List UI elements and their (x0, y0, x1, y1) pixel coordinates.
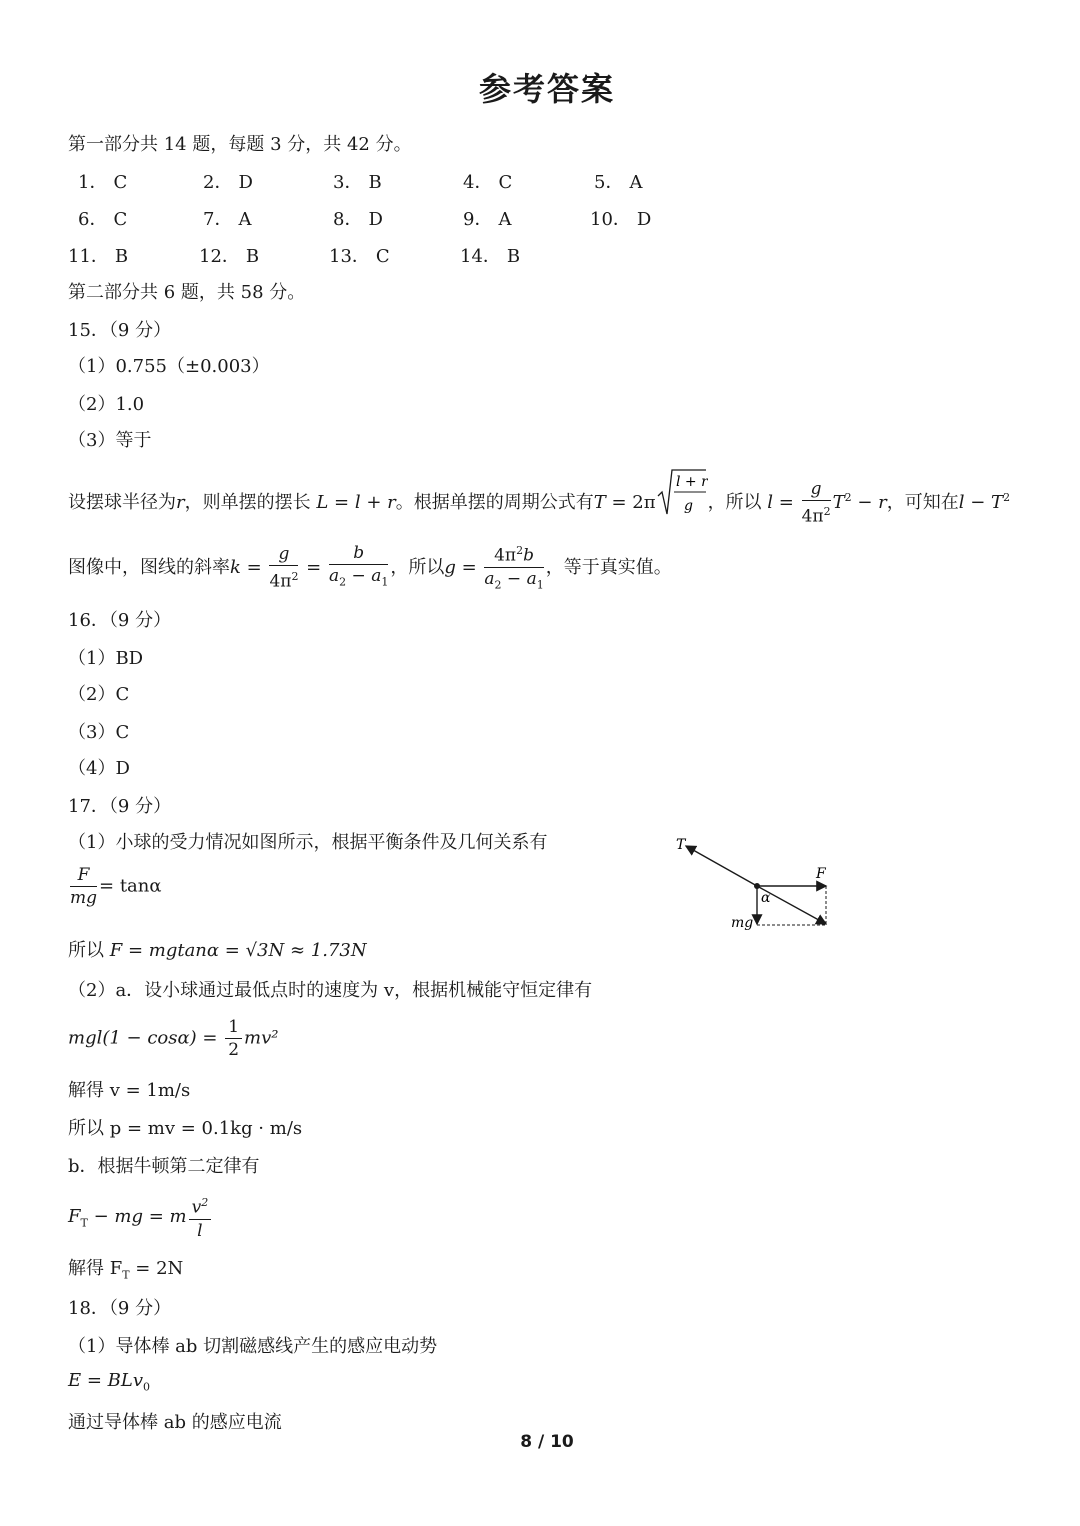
mc-answer (594, 168, 642, 194)
q15-explanation-line1: 设摆球半径为r，则单摆的摆长 L = l + r。根据单摆的周期公式有T = 2π l + r g ，所以 l = $\frac{g}{4\pi^2}$ $T^2 - r$，可知在$l - T^2$ (68, 466, 1010, 540)
mc-answer (78, 205, 127, 231)
mc-answer-choice: B (368, 172, 382, 193)
mc-answer (203, 168, 253, 194)
mc-answer (199, 242, 259, 268)
q16-answer-3: （3）C (68, 722, 130, 743)
mc-answer-choice: C (498, 172, 513, 193)
q18-header: 18．（9 分） (68, 1298, 172, 1319)
mc-answer-choice: D (636, 209, 652, 230)
mc-answer (460, 242, 520, 268)
q18-current-text: 通过导体棒 ab 的感应电流 (68, 1412, 282, 1433)
q17-momentum: 所以 p = mv = 0.1kg · m/s (68, 1118, 303, 1139)
q17-solve-v: 解得 v = 1m/s (68, 1080, 191, 1101)
label-F: F (816, 866, 826, 882)
mc-answer (329, 242, 390, 268)
svg-text:g: g (683, 498, 693, 514)
part2-header: 第二部分共 6 题，共 58 分。 (68, 282, 306, 303)
q18-emf-equation: E = BLv$_0$ (68, 1370, 151, 1394)
q15-answer-3: （3）等于 (68, 430, 152, 451)
mc-answer-choice: B (114, 246, 129, 267)
q17-header: 17．（9 分） (68, 796, 172, 817)
mc-answer-number: 13． (329, 246, 370, 267)
q15-answer-1: （1）0.755（±0.003） (68, 356, 270, 377)
q16-answer-2: （2）C (68, 684, 130, 705)
q15-header: 15．（9 分） (68, 320, 172, 341)
q16-answer-1: （1）BD (68, 648, 144, 669)
mc-answer-choice: B (245, 246, 260, 267)
mc-answer-number: 7． (203, 209, 233, 230)
part1-header: 第一部分共 14 题，每题 3 分，共 42 分。 (68, 134, 412, 155)
mc-answer-choice: B (506, 246, 521, 267)
mc-answer-number: 14． (460, 246, 501, 267)
q17-equation-2: mgl(1 − cosα) = $\frac{1}{2}$ mv² (68, 1017, 279, 1060)
sqrt-l-plus-r-over-g (656, 466, 708, 518)
mc-answer-number: 4． (463, 172, 493, 193)
q17-part2a-text: （2）a．设小球通过最低点时的速度为 v，根据机械能守恒定律有 (68, 980, 593, 1001)
mc-answer-choice: A (238, 209, 252, 230)
mc-answer-number: 12． (199, 246, 240, 267)
mc-answer (463, 168, 512, 194)
q17-part2b-text: b．根据牛顿第二定律有 (68, 1156, 260, 1177)
force-diagram (670, 830, 840, 940)
q17-equation-1: $\frac{F}{mg}$ = tanα (70, 865, 162, 908)
q15-answer-2: （2）1.0 (68, 394, 145, 415)
label-alpha: α (761, 890, 771, 906)
mc-answer (78, 168, 127, 194)
mc-answer-choice: D (238, 172, 253, 193)
mc-answer-number: 8． (333, 209, 363, 230)
mc-answer-number: 2． (203, 172, 233, 193)
mc-answer-number: 3． (333, 172, 363, 193)
mc-answer (333, 205, 383, 231)
mc-answer-choice: A (629, 172, 643, 193)
mc-answer (333, 168, 382, 194)
mc-answer (68, 242, 128, 268)
mc-answer-choice: A (498, 209, 512, 230)
q17-solve-ft: 解得 $F_T = 2N$ (68, 1258, 184, 1282)
q17-part1-text: （1）小球的受力情况如图所示，根据平衡条件及几何关系有 (68, 832, 548, 853)
mc-answer-number: 5． (594, 172, 624, 193)
mc-answer-number: 6． (78, 209, 108, 230)
tension-arrow (686, 846, 757, 886)
mc-answer-number: 1． (78, 172, 108, 193)
svg-text:l + r: l + r (675, 474, 708, 490)
q16-header: 16．（9 分） (68, 610, 172, 631)
q17-so-formula: 所以 F = mgtanα = √3N ≈ 1.73N (68, 940, 367, 961)
q15-explanation-line2: 图像中，图线的斜率k = $\frac{g}{4\pi^2}$ = $\frac{b}{a_2 - a_1}$ ，所以g = $\frac{4\pi^2b}{a_2 - a_1}$ ，等于真实值。 (68, 540, 672, 596)
mc-answer (590, 205, 651, 231)
mc-answer-choice: D (368, 209, 383, 230)
mc-answer-choice: C (375, 246, 390, 267)
page-title: 参考答案 (478, 70, 615, 108)
mc-answer-choice: C (113, 209, 128, 230)
q18-part1-text: （1）导体棒 ab 切割磁感线产生的感应电动势 (68, 1336, 438, 1357)
mc-answer (463, 205, 511, 231)
q17-equation-3: $F_T$ − mg = m $\frac{v^2}{l}$ (68, 1192, 213, 1242)
label-T: T (676, 837, 686, 853)
q16-answer-4: （4）D (68, 758, 130, 779)
page-number: 8 / 10 (520, 1432, 574, 1452)
mc-answer-number: 11． (68, 246, 109, 267)
mc-answer-number: 9． (463, 209, 493, 230)
label-mg: mg (731, 915, 754, 931)
mc-answer (203, 205, 251, 231)
mc-answer-choice: C (113, 172, 128, 193)
mc-answer-number: 10． (590, 209, 631, 230)
